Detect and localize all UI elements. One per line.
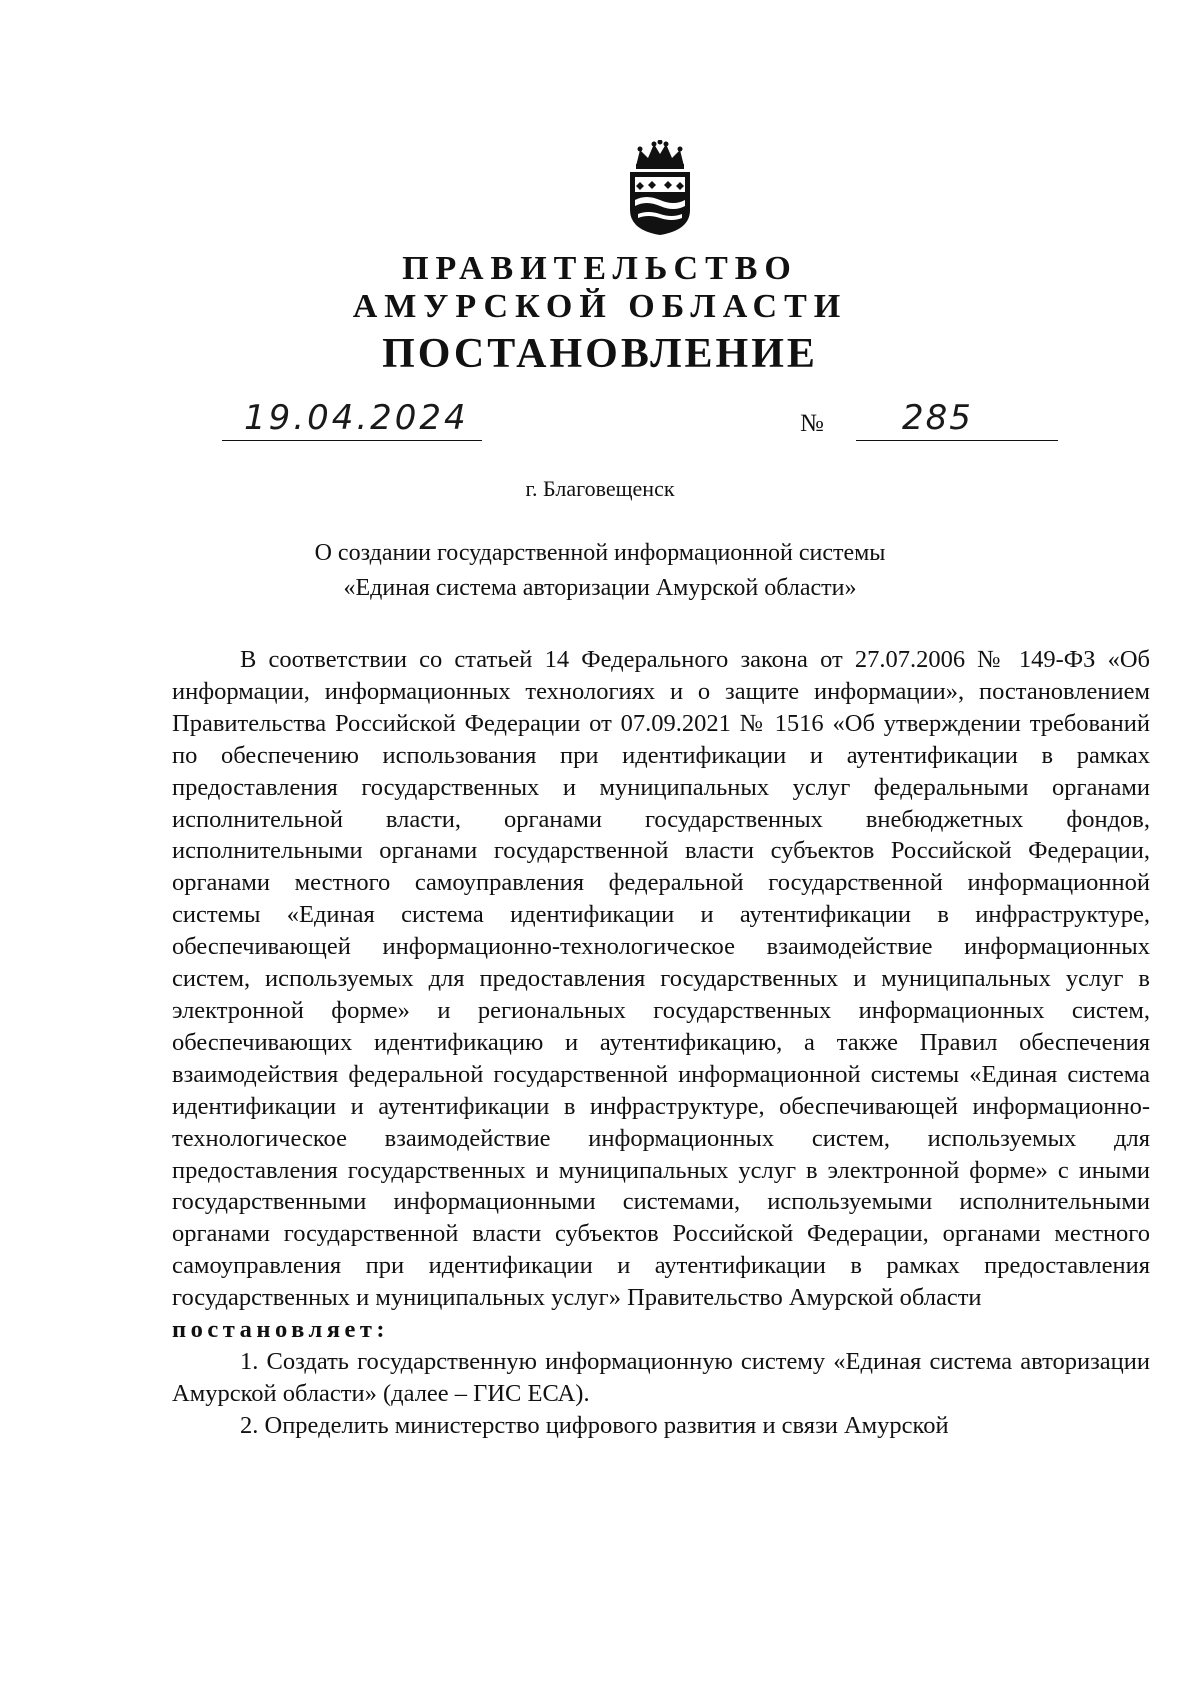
title-line2: «Единая система авторизации Амурской области» [343,575,857,601]
document-type: ПОСТАНОВЛЕНИЕ [382,331,818,377]
amur-oblast-coat-of-arms-icon [626,140,694,236]
organization-name-line2: АМУРСКОЙ ОБЛАСТИ [352,288,848,325]
list-item-2: 2. Определить министерство цифрового развития и связи Амурской [240,1411,949,1439]
date-field [222,392,482,441]
organization-name-line1: ПРАВИТЕЛЬСТВО [402,250,798,287]
handwritten-number: 285 [902,398,973,438]
decree-word: постановляет: [172,1316,390,1344]
preamble-paragraph: В соответствии со статьей 14 Федерального закона от 27.07.2006 № 149-ФЗ «Об информации, информационных технологиях и о защите информации», постановлением Правительства Российской Федерации от 07.09.2021 № 1516 «Об утверждении требований по обеспечению использования при идентификации и аутентификации в рамках предоставления государственных и муниципальных услуг федеральными органами исполнительной власти, органами государственных внебюджетных фондов, исполнительными органами государственной власти субъектов Российской Федерации, органами местного самоуправления федеральной государственной информационной системы «Единая система идентификации и аутентификации в инфраструктуре, обеспечивающей информационно-технологическое взаимодействие информационных систем, используемых для предоставления государственных и муниципальных услуг в электронной форме» и региональных государственных информационных систем, обеспечивающих идентификацию и аутентификацию, а также Правил обеспечения взаимодействия федеральной государственной информационной системы «Единая система идентификации и аутентификации в инфраструктуре, обеспечивающей информационно-технологическое взаимодействие информационных систем, используемых для предоставления государственных и муниципальных услуг в электронной форме» с иными государственными информационными системами, используемыми исполнительными органами государственной власти субъектов Российской Федерации, органами местного самоуправления при идентификации и аутентификации в рамках предоставления государственных и муниципальных услуг» Правительство Амурской области [172,646,1150,1312]
list-item-1: 1. Создать государственную информационную систему «Единая система авторизации Амурской области» (далее – ГИС ЕСА). [172,1347,1150,1407]
city-line: г. Благовещенск [525,476,675,501]
number-label: № [800,410,824,437]
document-body [172,644,1150,1442]
handwritten-date: 19.04.2024 [244,398,469,438]
number-field [856,392,1058,441]
document-title [180,536,1020,606]
title-line1: О создании государственной информационной системы [314,540,886,566]
